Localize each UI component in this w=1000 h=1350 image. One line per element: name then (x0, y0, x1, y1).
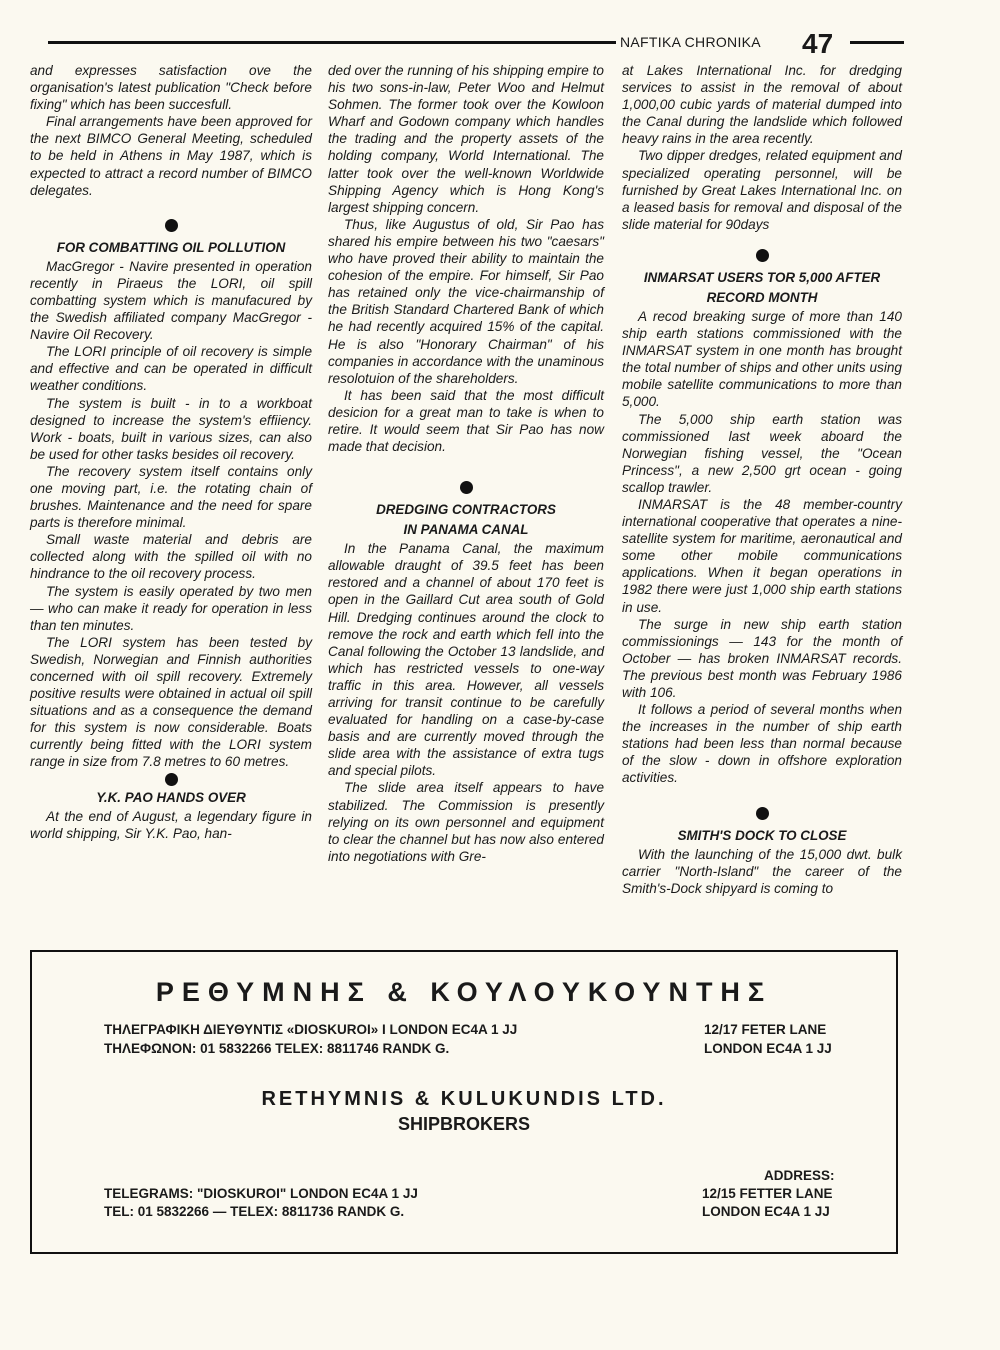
paragraph: at Lakes International Inc. for dredging services to assist in the removal of about 1,000,00 cubic yards of material dumped into the Canal during the landslide which followed heavy rains in the area recently. (622, 63, 902, 147)
paragraph: Thus, like Augustus of old, Sir Pao has shared his empire between his two "caesars" who have proved their ability to maintain the cohesion of the empire. For himself, Sir Pao has retained only the vice-chairmanship of the British Standard Chartered Bank of which he had recently acquired 15% of the capital. He is also "Honorary Chairman" of his companies in accordance with the unaminous resolotuion of the shareholders. (328, 216, 604, 386)
paragraph: The surge in new ship earth station commissionings — 143 for the month of October — has broken INMARSAT records. The previous best month was February 1986 with 106. (622, 616, 902, 700)
headline-dredging-b: IN PANAMA CANAL (403, 522, 529, 538)
paragraph: Final arrangements have been approved for the next BIMCO General Meeting, scheduled to be held in Athens in May 1987, which is expected to attract a record number of BIMCO delegates. (30, 114, 312, 198)
ad-telephone-telex: TEL: 01 5832266 — TELEX: 8811736 RANDK G. (104, 1204, 405, 1219)
paragraph: The slide area itself appears to have stabilized. The Commission is presently relying on its own personnel and equipment to clear the channel but has now also entered into negotiations with Gre- (328, 780, 604, 864)
ad-greek-telegraph: ΤΗΛΕΓΡΑΦΙΚΗ ΔΙΕΥΘΥΝΤΙΣ «DIOSKUROI» I LONDON EC4A 1 JJ (104, 1022, 518, 1037)
headline-pao-hands-over: Y.K. PAO HANDS OVER (96, 789, 246, 805)
paragraph: The system is built - in to a workboat designed to increase the system's effiiency. Work - boats, built in various sizes, can also be used for other tasks besides oil recovery. (30, 395, 312, 462)
section-bullet (165, 219, 178, 232)
paragraph: The recovery system itself contains only one moving part, i.e. the rotating chain of brushes. Maintenance and the need for spare parts is therefore minimal. (30, 463, 312, 531)
header-rule-left (48, 41, 616, 44)
section-bullet (756, 807, 769, 820)
page-number: 47 (802, 28, 834, 59)
section-bullet (756, 249, 769, 262)
paragraph: MacGregor - Navire presented in operation recently in Piraeus the LORI, oil spill combatting system which is manufacured by the Swedish affiliated company MacGregor - Navire Oil Recovery. (30, 258, 312, 343)
paragraph: The system is easily operated by two men — who can make it ready for operation in less than ten minutes. (30, 583, 312, 633)
section-bullet (460, 481, 473, 494)
ad-english-company-name: RETHYMNIS & KULUKUNDIS LTD. (261, 1088, 667, 1110)
headline-oil-pollution: FOR COMBATTING OIL POLLUTION (56, 239, 286, 255)
ad-address-line-2: LONDON EC4A 1 JJ (702, 1204, 830, 1219)
paragraph: It has been said that the most difficult desicion for a great man to take is when to retire. It would seem that Sir Pao has now made that decision. (328, 387, 604, 455)
headline-smiths-dock: SMITH'S DOCK TO CLOSE (677, 827, 847, 843)
paragraph: Small waste material and debris are collected along with the spilled oil with no hindrance to the oil recovery process. (30, 532, 312, 582)
ad-english-subtitle: SHIPBROKERS (397, 1114, 531, 1134)
ad-greek-address-line-2: LONDON EC4A 1 JJ (704, 1041, 832, 1056)
shipbroker-advertisement (30, 950, 898, 1254)
header-rule-right (850, 41, 904, 44)
article-column-3 (622, 62, 902, 897)
paragraph: A recod breaking surge of more than 140 ship earth stations commissioned with the INMARSAT system in one month has brought the total number of ships and other units using mobile satellite communications to more than 5,000. (622, 308, 902, 410)
headline-inmarsat-b: RECORD MONTH (706, 289, 818, 305)
paragraph: INMARSAT is the 48 member-country international cooperative that operates a nine-satellite system for maritime, aeronautical and some other mobile communications applications. When it began operations in 1982 there were just 1,000 ship earth stations in use. (622, 496, 902, 615)
paragraph: and expresses satisfaction ove the organisation's latest publication "Check before fixing" which has been succesfull. (30, 63, 312, 113)
paragraph: The LORI principle of oil recovery is simple and effective and can be operated in difficult weather conditions. (30, 344, 312, 394)
paragraph: At the end of August, a legendary figure in world shipping, Sir Y.K. Pao, han- (30, 808, 312, 841)
ad-address-line-1: 12/15 FETTER LANE (702, 1186, 833, 1201)
ad-greek-address-line-1: 12/17 FETER LANE (704, 1022, 827, 1037)
paragraph: Two dipper dredges, related equipment and specialized operating personnel, will be furnished by Great Lakes International Inc. on a leased basis for removal and disposal of the slide material for 90days (622, 148, 902, 232)
ad-greek-phone: ΤΗΛΕΦΩΝΟΝ: 01 5832266 TELEX: 8811746 RANDK G. (104, 1041, 450, 1056)
paragraph: In the Panama Canal, the maximum allowable draught of 39.5 feet has been restored and a channel of about 170 feet is open in the Gaillard Cut area south of Gold Hill. Dredging continues around the clock to remove the rock and earth which fell into the Canal following the October 13 landslide, and which has restricted vessels to one-way traffic in this area. However, all vessels arriving for transit continue to be carefully evaluated for handling on a case-by-case basis and are currently moved through the slide area with the assistance of extra tugs and special pilots. (328, 541, 604, 779)
ad-telegrams: TELEGRAMS: "DIOSKUROI" LONDON EC4A 1 JJ (104, 1186, 418, 1201)
ad-address-label: ADDRESS: (764, 1168, 835, 1183)
headline-inmarsat-a: INMARSAT USERS TOR 5,000 AFTER (643, 269, 881, 285)
paragraph: The LORI system has been tested by Swedish, Norwegian and Finnish authorities concerned with oil spill recovery. Extremely positive results were obtained in actual oil spill situations and as a consequence the demand for this system is now considerable. Boats currently being fitted with the LORI system range in size from 7.8 metres to 60 metres. (30, 634, 312, 770)
article-column-1 (30, 62, 312, 842)
paragraph: With the launching of the 15,000 dwt. bulk carrier "North-Island" the career of the Smith's-Dock shipyard is coming to (622, 846, 902, 896)
paragraph: The 5,000 ship earth station was commissioned last week aboard the Norwegian fishing vessel, the "Ocean Princess", a new 2,500 grt ocean - going scallop trawler. (622, 411, 902, 495)
paragraph: ded over the running of his shipping empire to his two sons-in-law, Peter Woo and Helmut Sohmen. The former took over the Kowloon Wharf and Godown company which handles the trading and the property assets of the holding company, World International. The latter took over the well-known Worldwide Shipping Agency which is Hong Kong's largest shipping concern. (328, 63, 604, 215)
paragraph: It follows a period of several months when the increases in the number of ship earth stations had been less than normal because of the slow - down in offshore exploration activities. (622, 702, 902, 786)
publication-name: NAFTIKA CHRONIKA (620, 34, 761, 50)
ad-greek-company-name: ΡΕΘΥΜΝΗΣ & ΚΟΥΛΟΥΚΟΥΝΤΗΣ (155, 977, 773, 1007)
headline-dredging-a: DREDGING CONTRACTORS (376, 502, 556, 518)
section-bullet (165, 773, 178, 786)
article-column-2 (328, 62, 604, 865)
